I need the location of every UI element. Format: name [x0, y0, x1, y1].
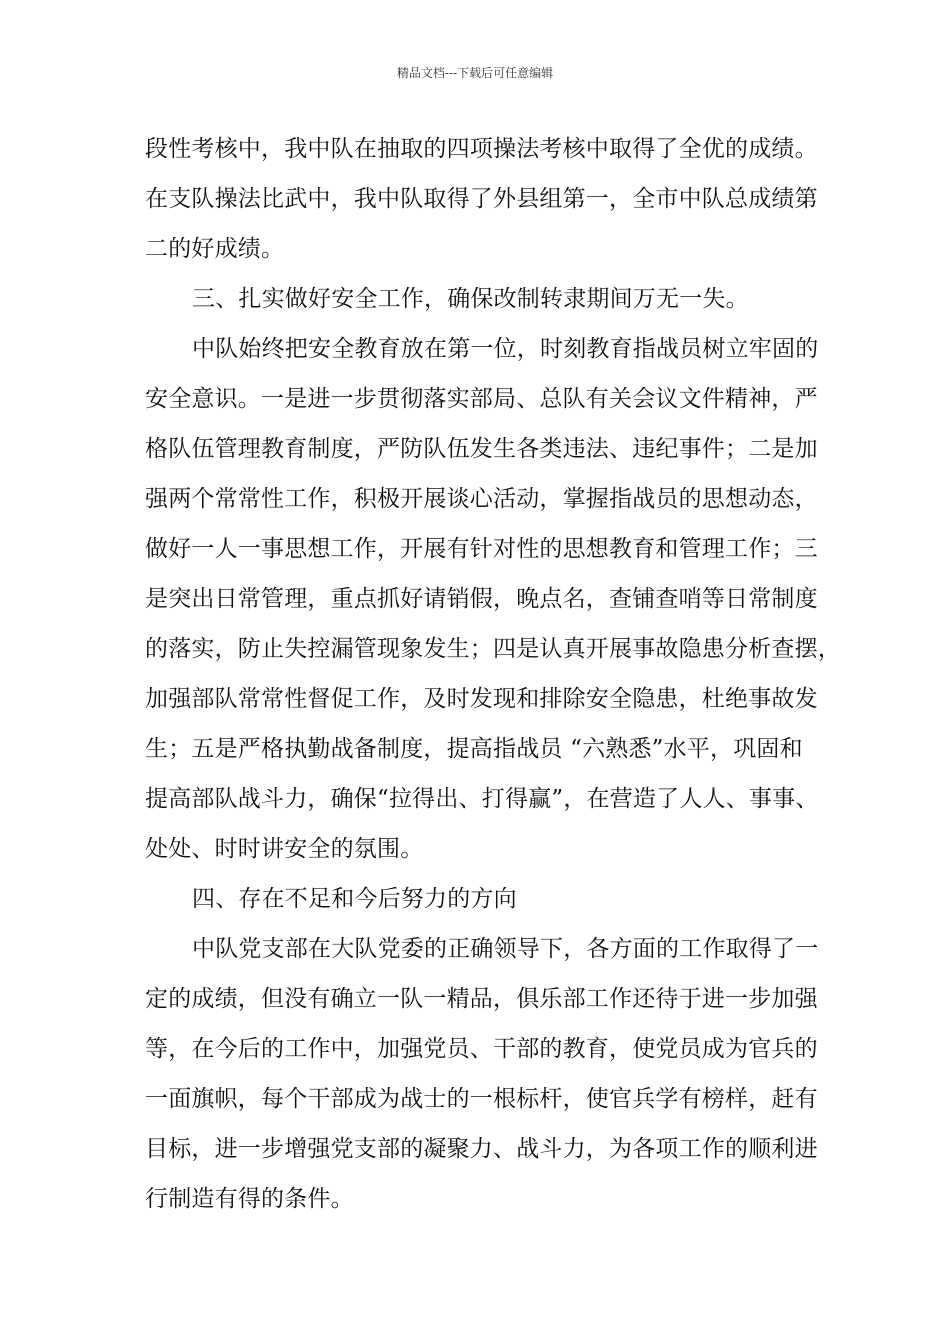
text-line: 是突出日常管理，重点抓好请销假，晚点名，查铺查哨等日常制度 — [145, 586, 818, 612]
text-line: 一面旗帜，每个干部成为战士的一根标杆，使官兵学有榜样，赶有 — [145, 1086, 818, 1112]
text-line: 目标，进一步增强党支部的凝聚力、战斗力，为各项工作的顺利进 — [145, 1136, 818, 1162]
page-header: 精品文档---下载后可任意编辑 — [396, 66, 554, 80]
section-heading: 四、存在不足和今后努力的方向 — [192, 886, 517, 912]
text-line: 生；五是严格执勤战备制度，提高指战员 “六熟悉”水平，巩固和 — [145, 736, 803, 762]
text-line: 中队始终把安全教育放在第一位，时刻教育指战员树立牢固的 — [192, 336, 819, 362]
text-line: 的落实，防止失控漏管现象发生；四是认真开展事故隐患分析查摆， — [145, 636, 841, 662]
section-heading: 三、扎实做好安全工作，确保改制转隶期间万无一失。 — [192, 286, 749, 312]
text-line: 在支队操法比武中，我中队取得了外县组第一，全市中队总成绩第 — [145, 186, 818, 212]
text-line: 强两个常常性工作，积极开展谈心活动，掌握指战员的思想动态， — [145, 486, 818, 512]
text-line: 安全意识。一是进一步贯彻落实部局、总队有关会议文件精神，严 — [145, 386, 818, 412]
text-line: 等，在今后的工作中，加强党员、干部的教育，使党员成为官兵的 — [145, 1036, 818, 1062]
text-line: 处处、时时讲安全的氛围。 — [145, 836, 424, 862]
text-line: 做好一人一事思想工作，开展有针对性的思想教育和管理工作；三 — [145, 536, 818, 562]
text-line: 段性考核中，我中队在抽取的四项操法考核中取得了全优的成绩。 — [145, 136, 818, 162]
text-line: 行制造有得的条件。 — [145, 1186, 354, 1212]
text-line: 格队伍管理教育制度，严防队伍发生各类违法、违纪事件；二是加 — [145, 436, 818, 462]
text-line: 提高部队战斗力，确保“拉得出、打得赢”，在营造了人人、事事、 — [145, 786, 819, 812]
text-line: 中队党支部在大队党委的正确领导下，各方面的工作取得了一 — [192, 936, 819, 962]
text-line: 二的好成绩。 — [145, 236, 285, 262]
text-line: 加强部队常常性督促工作，及时发现和排除安全隐患，杜绝事故发 — [145, 686, 818, 712]
text-line: 定的成绩，但没有确立一队一精品，俱乐部工作还待于进一步加强 — [145, 986, 818, 1012]
